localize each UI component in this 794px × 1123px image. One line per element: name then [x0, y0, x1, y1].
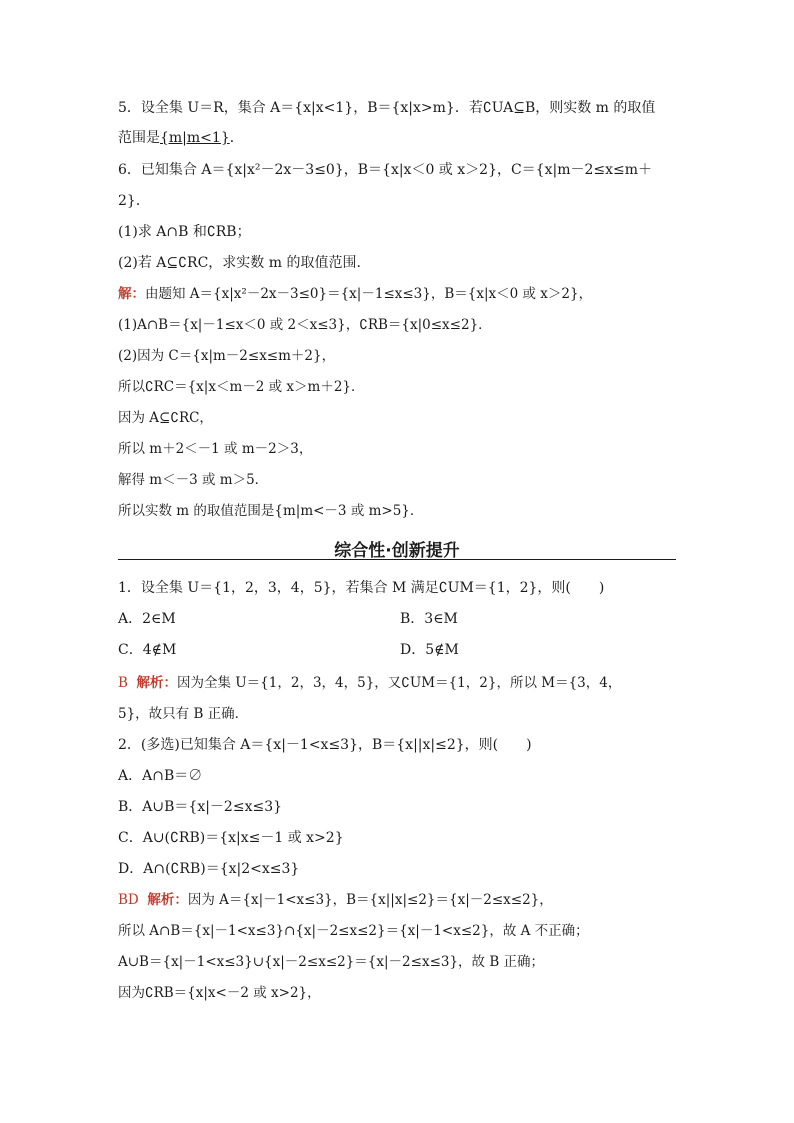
problem-5-prefix: 范围是	[118, 130, 160, 146]
problem-5-line-2	[118, 128, 244, 148]
question-1-answer: B	[118, 675, 128, 691]
solution-line-3: (2)因为 C＝{x|m－2≤x≤m＋2}，	[118, 348, 336, 364]
question-1-solution-label: 解析：	[136, 675, 178, 690]
question-1-solution-line-1	[118, 673, 621, 693]
question-2-solution-line-4: 因为∁RB＝{x|x<－2 或 x>2}，	[118, 985, 321, 1001]
problem-6-line-2: 2}．	[118, 193, 150, 209]
question-2-solution-line-2: 所以 A∩B＝{x|－1<x≤3}∩{x|－2≤x≤2}＝{x|－1<x≤2}，故 A 不正确；	[118, 923, 589, 939]
section-divider	[118, 559, 676, 560]
problem-5-suffix: ．	[229, 130, 244, 146]
question-2-answer: BD	[118, 892, 139, 908]
question-1-stem: 1．设全集 U＝{1，2，3，4，5}，若集合 M 满足∁UM＝{1，2}，则( )	[118, 580, 605, 596]
solution-line-8: 所以实数 m 的取值范围是{m|m<－3 或 m>5}．	[118, 503, 424, 519]
problem-5-line-1: 5．设全集 U＝R，集合 A＝{x|x<1}，B＝{x|x>m}．若∁UA⊆B，则实数 m 的取值	[118, 100, 656, 116]
solution-line-2: (1)A∩B＝{x|－1≤x＜0 或 2＜x≤3}，∁RB＝{x|0≤x≤2}．	[118, 317, 492, 333]
problem-6-question-2: (2)若 A⊆∁RC，求实数 m 的取值范围．	[118, 255, 371, 271]
question-2-option-d: D．A∩(∁RB)＝{x|2<x≤3}	[118, 861, 300, 877]
solution-text-1: 由题知 A＝{x|x²－2x－3≤0}＝{x|－1≤x≤3}，B＝{x|x＜0 或 x＞2}，	[145, 286, 593, 302]
question-2-option-c: C．A∪(∁RB)＝{x|x≤－1 或 x>2}	[118, 830, 344, 846]
question-2-option-b: B．A∪B＝{x|－2≤x≤3}	[118, 799, 283, 815]
question-1-option-a: A．2∈M	[118, 611, 176, 627]
question-1-solution-line-2: 5}，故只有 B 正确．	[118, 706, 249, 722]
solution-line-4: 所以∁RC＝{x|x＜m－2 或 x＞m＋2}．	[118, 379, 365, 395]
question-2-option-a: A．A∩B＝∅	[118, 768, 203, 784]
problem-6-line-1: 6．已知集合 A＝{x|x²－2x－3≤0}，B＝{x|x＜0 或 x＞2}，C＝{x|m－2≤x≤m＋	[118, 162, 653, 178]
solution-line-7: 解得 m＜－3 或 m＞5．	[118, 472, 269, 488]
solution-line-1	[118, 284, 592, 304]
question-1-option-b: B．3∈M	[400, 611, 458, 627]
question-2-solution-text-1: 因为 A＝{x|－1<x≤3}，B＝{x||x|≤2}＝{x|－2≤x≤2}，	[187, 892, 553, 908]
section-title: 综合性·创新提升	[334, 541, 460, 561]
solution-line-6: 所以 m＋2＜－1 或 m－2＞3，	[118, 441, 313, 457]
question-2-solution-line-1	[118, 890, 553, 910]
question-2-stem: 2．(多选)已知集合 A＝{x|－1<x≤3}，B＝{x||x|≤2}，则( )	[118, 737, 532, 753]
question-2-solution-label: 解析：	[147, 892, 188, 907]
solution-line-5: 因为 A⊆∁RC，	[118, 410, 213, 426]
question-1-option-d: D．5∉M	[400, 642, 459, 658]
question-2-solution-line-3: A∪B＝{x|－1<x≤3}∪{x|－2≤x≤2}＝{x|－2≤x≤3}，故 B 正确；	[118, 954, 545, 970]
solution-label: 解：	[118, 286, 145, 301]
problem-6-question-1: (1)求 A∩B 和∁RB；	[118, 224, 251, 240]
problem-5-answer: {m|m<1}	[160, 130, 230, 146]
question-1-option-c: C．4∉M	[118, 642, 177, 658]
question-1-solution-text-1: 因为全集 U＝{1，2，3，4，5}，又∁UM＝{1，2}，所以 M＝{3，4，	[177, 675, 622, 691]
